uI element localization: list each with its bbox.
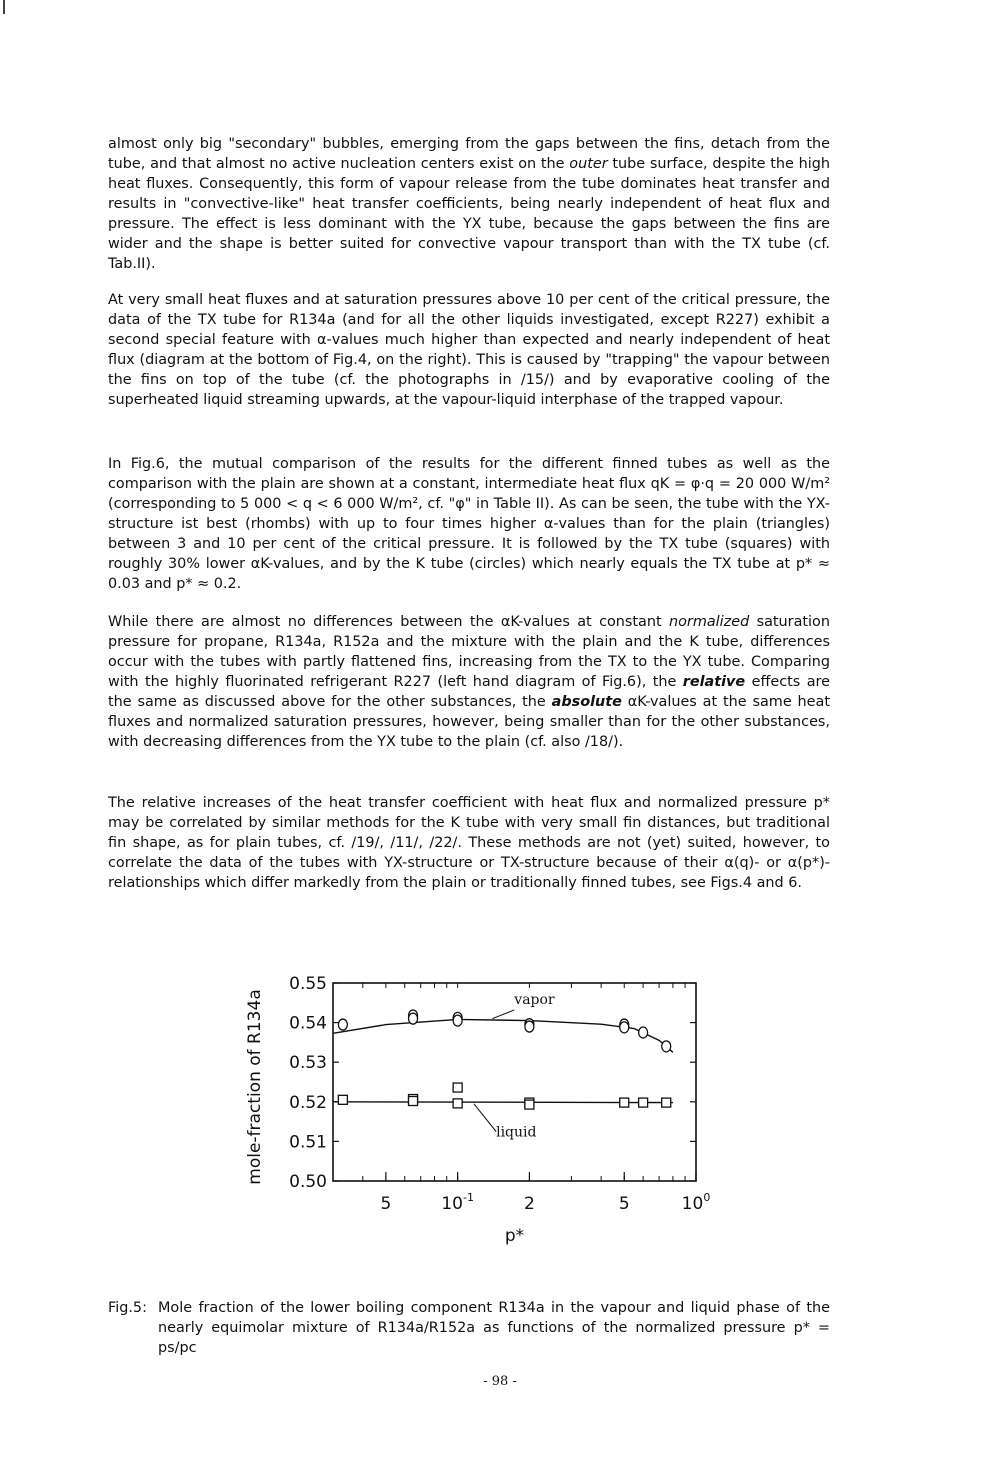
- paragraph-5: The relative increases of the heat transfer coefficient with heat flux and normalized pressure p* may be correlated by similar methods for the K tube with very small fin distances, but traditional fin shape, as for plain tubes, cf. /19/, /11/, /22/. These methods are not (yet) suited, however, to correlate the data of the tubes with YX-structure or TX-structure because of their α(q)- or α(p*)-relationships which differ markedly from the plain or traditionally finned tubes, see Figs.4 and 6.: [108, 795, 830, 891]
- liquid-point: [620, 1098, 629, 1107]
- y-axis-label: mole-fraction of R134a: [245, 989, 265, 1185]
- vapor-point: [639, 1027, 648, 1038]
- liquid-point: [453, 1099, 462, 1108]
- annotation-liquid: liquid: [496, 1124, 537, 1141]
- chart-svg: [238, 968, 718, 1253]
- x-tick-label: $10^{-1}$: [441, 1191, 474, 1214]
- caption-label: Fig.5:: [108, 1300, 147, 1316]
- annotation-vapor-leader: [492, 1010, 514, 1019]
- scan-mark: [3, 0, 5, 14]
- y-tick-label: 0.50: [289, 1172, 327, 1192]
- y-tick-label: 0.51: [289, 1132, 327, 1153]
- liquid-point: [338, 1095, 347, 1104]
- vapor-point: [453, 1015, 462, 1026]
- liquid-point: [662, 1098, 671, 1107]
- x-tick-label: 5: [380, 1194, 392, 1214]
- annotation-liquid-leader: [474, 1104, 496, 1132]
- y-tick-label: 0.52: [289, 1092, 327, 1113]
- vapor-point: [620, 1022, 629, 1033]
- paragraph-3: In Fig.6, the mutual comparison of the results for the different finned tubes as well as the comparison with the plain are shown at a constant, intermediate heat flux qK = φ·q = 20 000 W/m² (corresponding to 5 000 < q < 6 000 W/m², cf. "φ" in Table II). As can be seen, the tube with the YX-structure ist best (rhombs) with up to four times higher α-values than for the plain (triangles) between 3 and 10 per cent of the critical pressure. It is followed by the TX tube (squares) with roughly 30% lower αK-values, and by the K tube (circles) which nearly equals the TX tube at p* ≈ 0.03 and p* ≈ 0.2.: [108, 456, 830, 592]
- annotation-vapor: vapor: [514, 991, 555, 1008]
- vapor-point: [338, 1019, 347, 1030]
- vapor-point: [662, 1041, 671, 1052]
- vapor-point: [525, 1021, 534, 1032]
- paragraph-1: almost only big "secondary" bubbles, emerging from the gaps between the fins, detach from the tube, and that almost no active nucleation centers exist on the outer tube surface, despite the high heat fluxes. Consequently, this form of vapour release from the tube dominates heat transfer and results in "convective-like" heat transfer coefficients, being nearly independent of heat flux and pressure. The effect is less dominant with the YX tube, because the gaps between the fins are wider and the shape is better suited for convective vapour transport than with the TX tube (cf. Tab.II).: [108, 136, 830, 272]
- y-tick-label: 0.55: [289, 974, 327, 994]
- y-tick-label: 0.53: [289, 1053, 327, 1074]
- vapor-point: [409, 1013, 418, 1024]
- liquid-point: [639, 1098, 648, 1107]
- x-tick-label: 2: [523, 1194, 535, 1214]
- paragraph-2: At very small heat fluxes and at saturation pressures above 10 per cent of the critical pressure, the data of the TX tube for R134a (and for all the other liquids investigated, except R227) exhibit a second special feature with α-values much higher than expected and nearly independent of heat flux (diagram at the bottom of Fig.4, on the right). This is caused by "trapping" the vapour between the fins on top of the tube (cf. the photographs in /15/) and by evaporative cooling of the superheated liquid streaming upwards, at the vapour-liquid interphase of the trapped vapour.: [108, 292, 830, 408]
- paragraph-4: While there are almost no differences between the αK-values at constant normalized saturation pressure for propane, R134a, R152a and the mixture with the plain and the K tube, differences occur with the tubes with partly flattened fins, increasing from the TX to the YX tube. Comparing with the highly fluorinated refrigerant R227 (left hand diagram of Fig.6), the relative effects are the same as discussed above for the other substances, the absolute αK-values at the same heat fluxes and normalized saturation pressures, however, being smaller than for the other substances, with decreasing differences from the YX tube to the plain (cf. also /18/).: [108, 614, 830, 750]
- plot-frame: [333, 983, 696, 1181]
- x-axis-label: p*: [504, 1226, 525, 1246]
- x-tick-label: $10^0$: [681, 1191, 711, 1214]
- page-number: - 98 -: [483, 1374, 517, 1389]
- liquid-point: [453, 1083, 462, 1092]
- liquid-point: [525, 1100, 534, 1109]
- figure-5-chart: [238, 968, 718, 1253]
- x-tick-label: 5: [618, 1194, 630, 1214]
- liquid-point: [409, 1097, 418, 1106]
- caption-text: Mole fraction of the lower boiling component R134a in the vapour and liquid phase of the nearly equimolar mixture of R134a/R152a as functions of the normalized pressure p* = ps/pc: [158, 1300, 830, 1356]
- y-tick-label: 0.54: [289, 1013, 327, 1034]
